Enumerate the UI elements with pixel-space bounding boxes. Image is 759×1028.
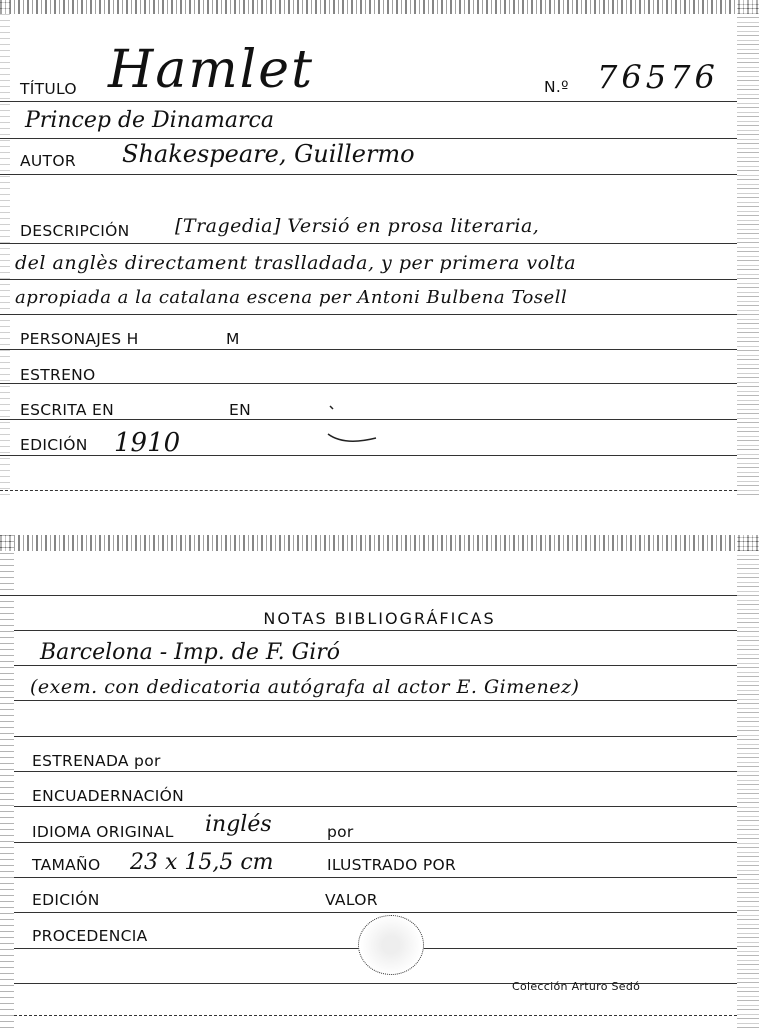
card-edge-left (0, 0, 10, 495)
notas-line1: Barcelona - Imp. de F. Giró (40, 640, 341, 665)
descripcion-line3: apropiada a la catalana escena per Antoni Bulbena Tosell (15, 287, 568, 308)
titulo-label: TÍTULO (20, 80, 77, 98)
rule-line (0, 490, 737, 491)
idioma-value: inglés (205, 812, 272, 837)
card-edge-right (737, 0, 759, 495)
edicion-value: 1910 (114, 428, 181, 458)
tamano-value: 23 x 15,5 cm (130, 850, 274, 875)
idioma-por-label: por (327, 823, 354, 841)
edicion-label: EDICIÓN (20, 436, 88, 454)
rule-line (14, 736, 737, 737)
rule-line (14, 771, 737, 772)
rule-line (14, 700, 737, 701)
rule-line (14, 806, 737, 807)
rule-line (0, 383, 737, 384)
rule-line (0, 174, 737, 175)
rule-line (14, 877, 737, 878)
ilustrado-label: ILUSTRADO POR (327, 856, 457, 874)
autor-label: AUTOR (20, 152, 76, 170)
escrita-label: ESCRITA EN (20, 401, 114, 419)
card-edge-top (0, 535, 759, 551)
notas-title: NOTAS BIBLIOGRÁFICAS (263, 609, 496, 628)
rule-line (0, 314, 737, 315)
valor-label: VALOR (325, 891, 378, 909)
catalog-card-top (0, 0, 759, 495)
rule-line (0, 101, 737, 102)
descripcion-line2: del anglès directament traslladada, y per primera volta (15, 252, 577, 274)
collection-stamp-icon (358, 915, 424, 975)
personajes-label: PERSONAJES H (20, 330, 139, 348)
numero-value: 76576 (597, 58, 719, 96)
estrenada-label: ESTRENADA por (32, 752, 161, 770)
rule-line (0, 138, 737, 139)
escrita-en-label: EN (229, 401, 251, 419)
subtitle-value: Princep de Dinamarca (25, 108, 274, 133)
rule-line (14, 630, 737, 631)
rule-line (14, 1015, 737, 1016)
tamano-label: TAMAÑO (32, 856, 101, 874)
coleccion-text: Colección Arturo Sedó (512, 980, 641, 993)
edicion-bottom-label: EDICIÓN (32, 891, 100, 909)
rule-line (14, 842, 737, 843)
encuadernacion-label: ENCUADERNACIÓN (32, 787, 184, 805)
procedencia-label: PROCEDENCIA (32, 927, 148, 945)
pencil-mark-icon (316, 400, 396, 450)
numero-label: N.º (544, 78, 569, 96)
rule-line (14, 665, 737, 666)
titulo-value: Hamlet (108, 40, 314, 100)
estreno-label: ESTRENO (20, 366, 96, 384)
rule-line (0, 595, 737, 596)
rule-line (0, 243, 737, 244)
autor-value: Shakespeare, Guillermo (122, 140, 415, 168)
rule-line (0, 349, 737, 350)
rule-line (0, 455, 737, 456)
descripcion-label: DESCRIPCIÓN (20, 222, 130, 240)
rule-line (14, 912, 737, 913)
notas-line2: (exem. con dedicatoria autógrafa al actor E. Gimenez) (30, 676, 580, 698)
descripcion-line1: [Tragedia] Versió en prosa literaria, (175, 215, 540, 237)
personajes-m-label: M (226, 330, 240, 348)
card-edge-top (0, 0, 759, 14)
idioma-label: IDIOMA ORIGINAL (32, 823, 174, 841)
rule-line (0, 279, 737, 280)
